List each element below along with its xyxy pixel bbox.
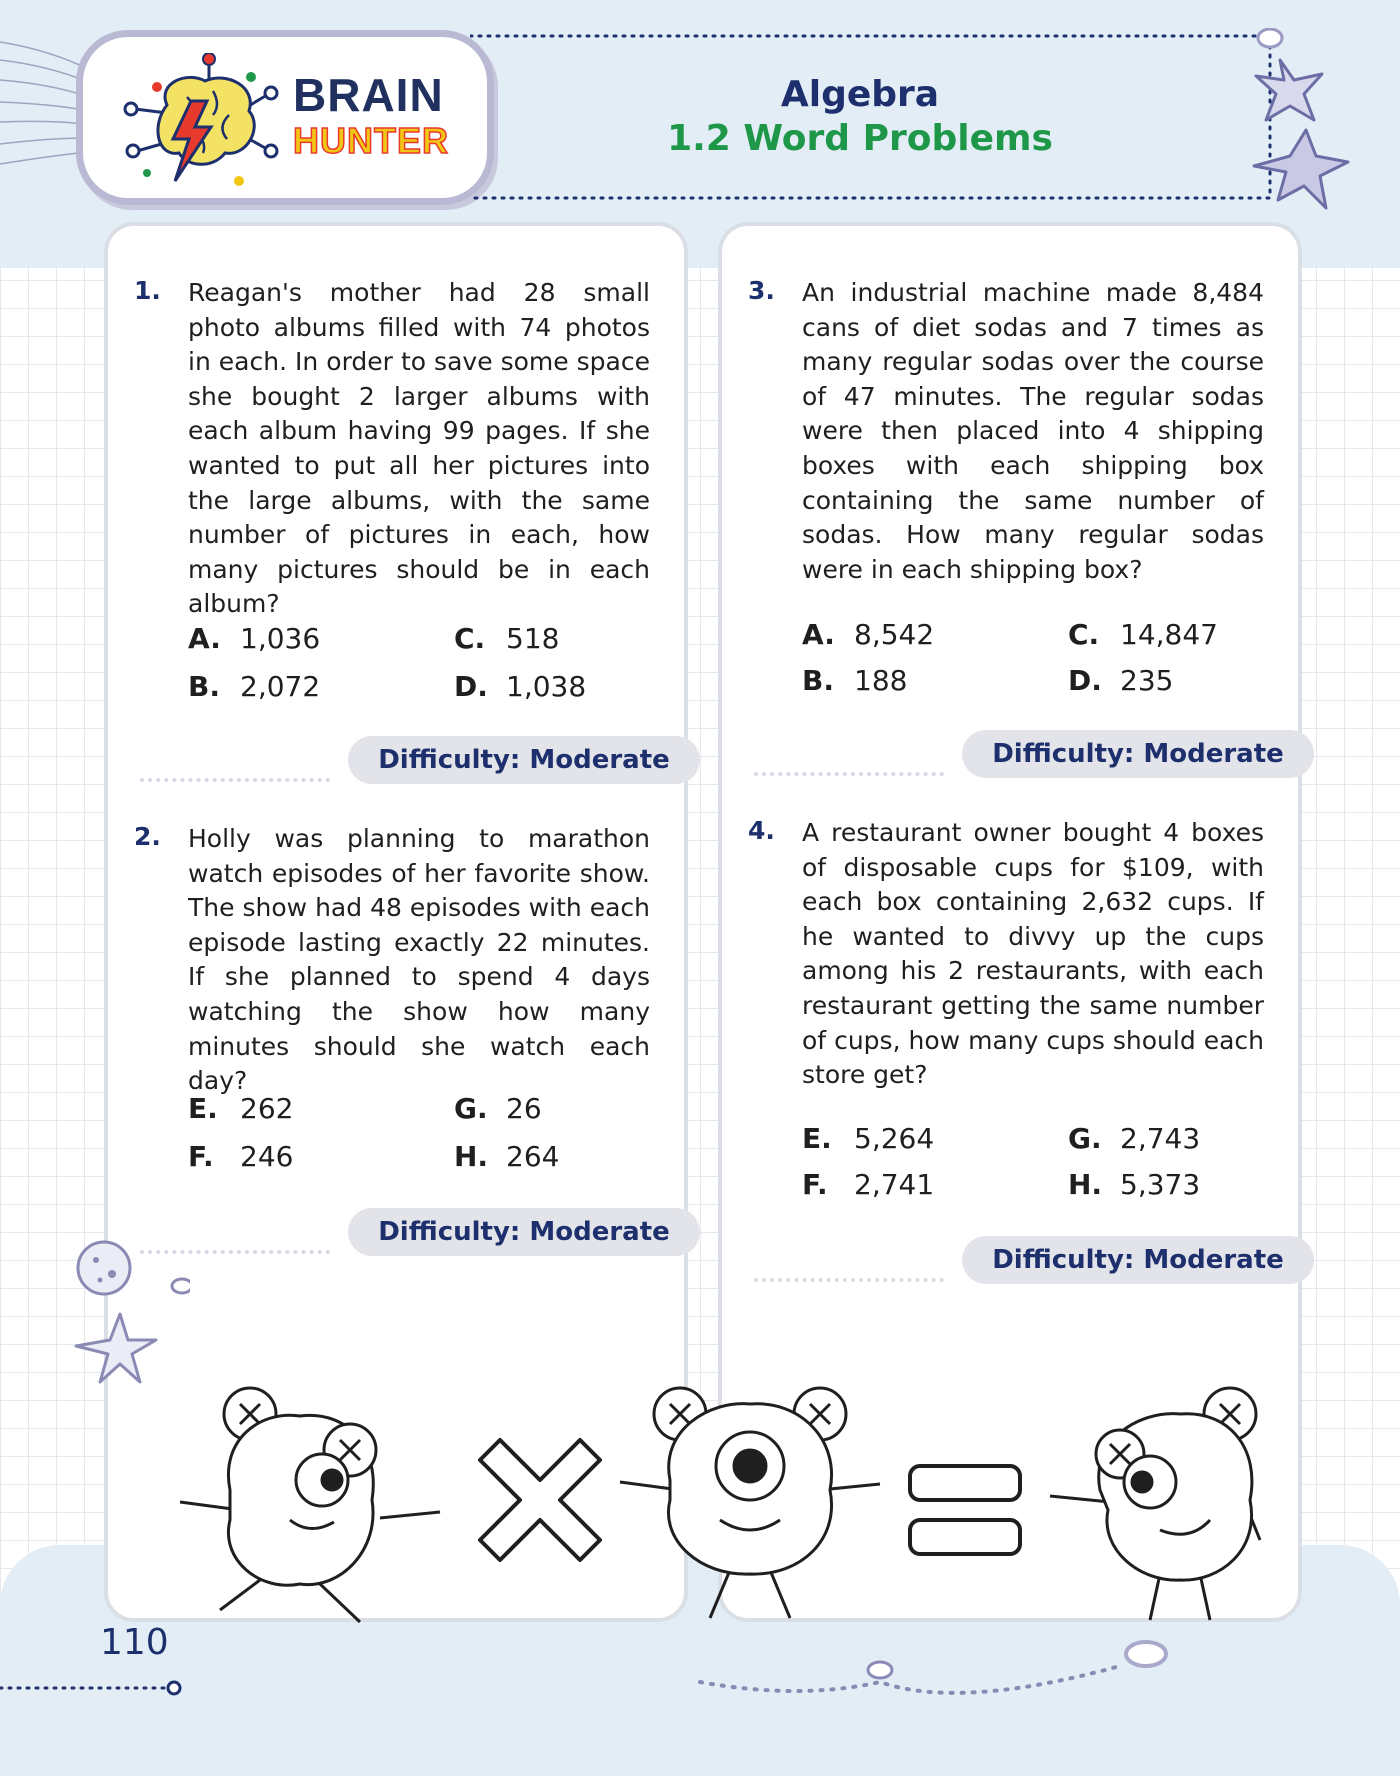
question-number: 3. [748,276,775,305]
page-number: 110 [100,1622,169,1663]
brand-line-1: BRAIN [293,69,444,121]
multiply-sign-icon [480,1440,600,1560]
difficulty-badge: Difficulty: Moderate [348,1208,700,1256]
subject-title: Algebra [780,74,940,115]
choice-c[interactable]: C. 518 [454,622,560,655]
question-number: 4. [748,816,775,845]
choice-h[interactable]: H. 5,373 [1068,1168,1201,1201]
question-text: A restaurant owner bought 4 boxes of disposable cups for $109, with each box containing 2,632 cups. If he wanted to divvy up the cups among his 2 restaurants, with each restaurant getting the same number of cups, how many cups should each store get? [802,818,1264,1090]
choice-d[interactable]: D. 235 [1068,664,1174,697]
monster-equation-illustration [150,1370,1280,1630]
question-text: Holly was planning to marathon watch episodes of her favorite show. The show had 48 episodes with each episode lasting exactly 22 minutes. If she planned to spend 4 days watching the show how many minutes should she watch each day? [188,824,650,1096]
brand-name [293,71,449,163]
answer-choices [188,622,668,712]
lesson-title: 1.2 Word Problems [667,118,1053,159]
choice-f[interactable]: F. 246 [188,1140,294,1173]
answer-choices [188,1092,668,1182]
divider-dots [754,772,944,776]
choice-d[interactable]: D. 1,038 [454,670,587,703]
question-4 [748,816,1288,1276]
question-2 [134,822,674,1242]
choice-g[interactable]: G. 2,743 [1068,1122,1201,1155]
stars-decoration [1230,20,1380,220]
monster-left [180,1388,440,1622]
choice-f[interactable]: F. 2,741 [802,1168,935,1201]
difficulty-badge: Difficulty: Moderate [962,1236,1314,1284]
monster-middle [620,1388,880,1618]
difficulty-badge: Difficulty: Moderate [348,736,700,784]
monster-right [1050,1388,1260,1620]
divider-dots [140,778,330,782]
question-number: 1. [134,276,161,305]
brand-line-2: HUNTER [293,120,449,161]
choice-a[interactable]: A. 8,542 [802,618,935,651]
choice-e[interactable]: E. 5,264 [802,1122,935,1155]
answer-choices [802,1122,1282,1212]
choice-c[interactable]: C. 14,847 [1068,618,1218,651]
answer-choices [802,618,1282,708]
difficulty-badge: Difficulty: Moderate [962,730,1314,778]
choice-e[interactable]: E. 262 [188,1092,294,1125]
brand-logo [76,30,494,205]
brain-lightning-icon [117,53,287,193]
choice-b[interactable]: B. 188 [802,664,908,697]
question-text: An industrial machine made 8,484 cans of diet sodas and 7 times as many regular sodas over the course of 47 minutes. The regular sodas were then placed into 4 shipping boxes with each shipping box containing the same number of sodas. How many regular sodas were in each shipping box? [802,278,1264,584]
choice-h[interactable]: H. 264 [454,1140,560,1173]
equals-sign-icon [910,1466,1020,1554]
divider-dots [754,1278,944,1282]
footer-dotted-decoration [0,1630,1200,1730]
choice-g[interactable]: G. 26 [454,1092,542,1125]
choice-b[interactable]: B. 2,072 [188,670,321,703]
question-number: 2. [134,822,161,851]
question-text: Reagan's mother had 28 small photo albums filled with 74 photos in each. In order to save some space she bought 2 larger albums with each album having 99 pages. If she wanted to put all her pictures into the large albums, with the same number of pictures in each, how many pictures should be in each album? [188,278,650,619]
choice-a[interactable]: A. 1,036 [188,622,321,655]
